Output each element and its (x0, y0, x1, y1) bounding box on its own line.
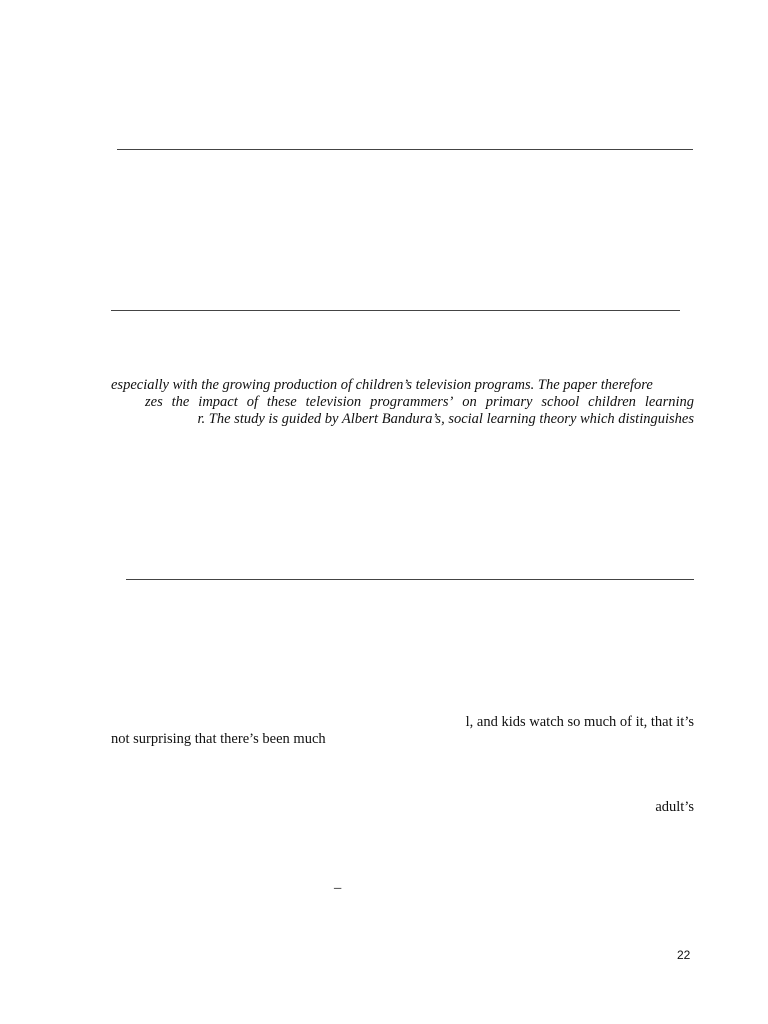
rule-3 (126, 579, 694, 580)
abstract-word: zes (145, 394, 163, 410)
rule-1 (117, 149, 693, 150)
abstract-word: learning (644, 394, 694, 410)
abstract-line-2 (145, 394, 694, 411)
abstract-line-1: especially with the growing production of children’s television programs. The paper therefore (111, 377, 653, 393)
abstract-line-3: r. The study is guided by Albert Bandura’s, social learning theory which distinguishes (197, 411, 694, 427)
dash-mark: – (334, 880, 342, 896)
body-fragment-1: l, and kids watch so much of it, that it’s (465, 714, 694, 730)
abstract-word: children (588, 394, 636, 410)
abstract-word: primary (485, 394, 533, 410)
abstract-word: the (171, 394, 190, 410)
abstract-word: television (305, 394, 362, 410)
abstract-word: school (541, 394, 580, 410)
abstract-word: programmers’ (370, 394, 454, 410)
abstract-word: of (246, 394, 258, 410)
body-fragment-3: adult’s (655, 799, 694, 815)
rule-2 (111, 310, 680, 311)
abstract-word: on (462, 394, 477, 410)
abstract-word: impact (198, 394, 238, 410)
abstract-word: these (266, 394, 297, 410)
page-number: 22 (677, 948, 691, 962)
body-fragment-2: not surprising that there’s been much (111, 731, 326, 747)
